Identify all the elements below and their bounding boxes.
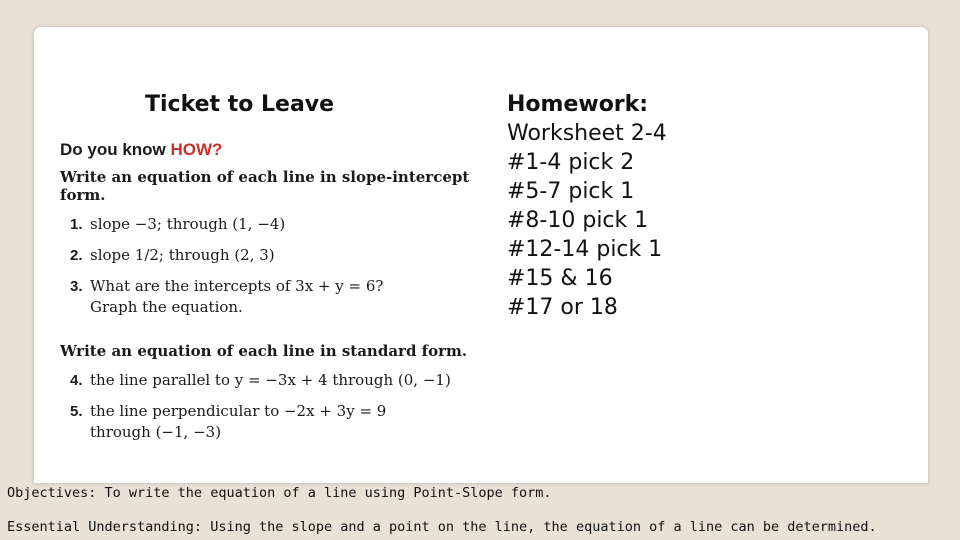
objectives-text: Objectives: To write the equation of a line using Point-Slope form. (7, 485, 552, 501)
problem-item (70, 401, 480, 443)
homework-line: #1-4 pick 2 (507, 150, 635, 175)
homework-line: #8-10 pick 1 (507, 208, 649, 233)
problem-text: slope 1/2; through (2, 3) (90, 246, 275, 264)
worksheet-heading (60, 140, 480, 160)
essential-understanding-text: Essential Understanding: Using the slope and a point on the line, the equation of a line can be determined. (7, 519, 877, 535)
homework-line: Worksheet 2-4 (507, 121, 667, 146)
homework-block (507, 90, 667, 322)
problem-text: the line perpendicular to −2x + 3y = 9 through (−1, −3) (90, 402, 387, 441)
problem-number: 4. (70, 372, 83, 389)
problem-number: 2. (70, 247, 83, 264)
heading-accent: HOW? (170, 140, 223, 159)
problem-item (70, 276, 480, 318)
problem-text: What are the intercepts of 3x + y = 6? Graph the equation. (90, 277, 384, 316)
problem-text: the line parallel to y = −3x + 4 through (0, −1) (90, 371, 451, 389)
homework-line: #5-7 pick 1 (507, 179, 635, 204)
problem-number: 1. (70, 216, 83, 233)
homework-title: Homework: (507, 92, 649, 117)
worksheet-excerpt (60, 140, 480, 453)
homework-line: #12-14 pick 1 (507, 237, 663, 262)
problem-text: slope −3; through (1, −4) (90, 215, 286, 233)
section-instruction-2: Write an equation of each line in standard form. (60, 342, 468, 360)
problem-item (70, 370, 480, 391)
section-instruction-1: Write an equation of each line in slope-intercept form. (60, 168, 470, 204)
homework-line: #15 & 16 (507, 266, 613, 291)
problem-item (70, 214, 480, 235)
problem-number: 3. (70, 278, 83, 295)
problem-item (70, 245, 480, 266)
ticket-title: Ticket to Leave (145, 92, 335, 117)
heading-prefix: Do you know (60, 140, 171, 159)
problem-number: 5. (70, 403, 83, 420)
homework-line: #17 or 18 (507, 295, 618, 320)
